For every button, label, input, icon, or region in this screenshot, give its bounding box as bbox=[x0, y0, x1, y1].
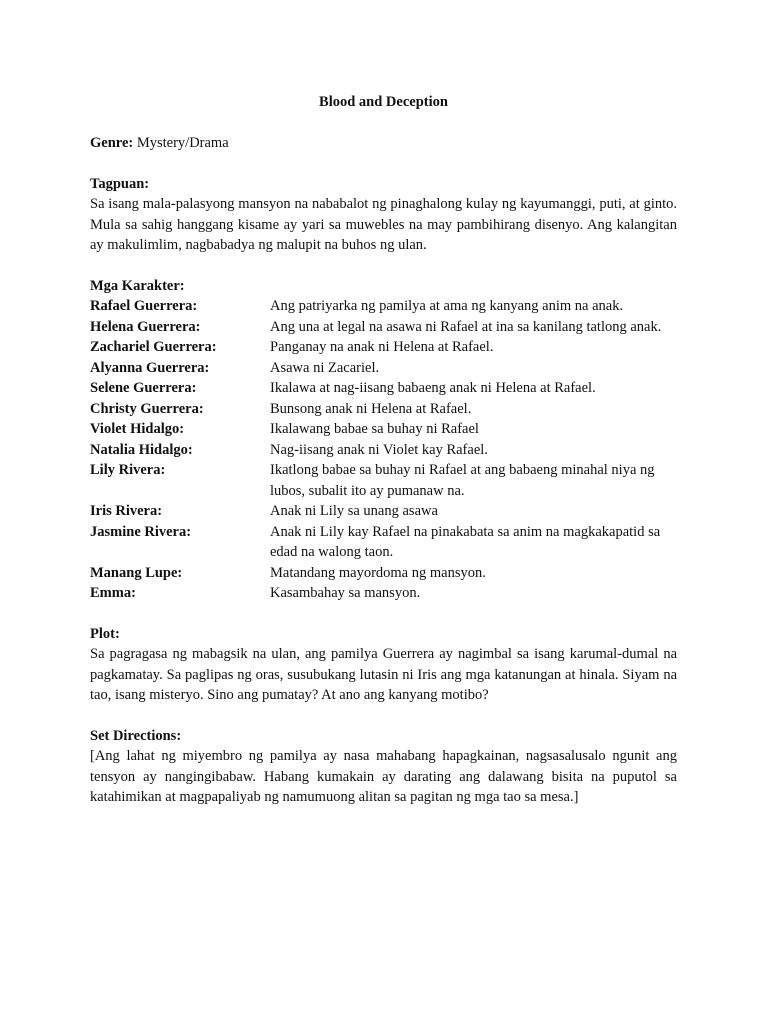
character-name: Violet Hidalgo: bbox=[90, 421, 185, 437]
character-description: Ikatlong babae sa buhay ni Rafael at ang babaeng minahal niya ng lubos, subalit ito ay pumanaw na. bbox=[270, 462, 655, 499]
character-list bbox=[90, 296, 677, 604]
character-description: Kasambahay sa mansyon. bbox=[270, 585, 421, 601]
character-description: Ikalawang babae sa buhay ni Rafael bbox=[270, 421, 479, 437]
character-description: Anak ni Lily sa unang asawa bbox=[270, 503, 438, 519]
character-name: Selene Guerrera: bbox=[90, 380, 197, 396]
character-name: Jasmine Rivera: bbox=[90, 523, 192, 540]
character-name: Zachariel Guerrera: bbox=[90, 339, 217, 355]
character-name: Emma: bbox=[90, 585, 136, 601]
character-description: Ang patriyarka ng pamilya at ama ng kanyang anim na anak. bbox=[270, 298, 624, 314]
character-description: Bunsong anak ni Helena at Rafael. bbox=[270, 400, 472, 417]
plot-text: Sa pagragasa ng mabagsik na ulan, ang pamilya Guerrera ay nagimbal sa isang karumal-dumal na pagkamatay. Sa paglipas ng oras, susubukang lutasin ni Iris ang mga katanungan at hinala. Siyam na tao, isang misteryo. Sino ang pumatay? At ano ang kanyang motibo? bbox=[90, 646, 677, 703]
character-description: Panganay na anak ni Helena at Rafael. bbox=[270, 339, 494, 355]
character-name: Helena Guerrera: bbox=[90, 318, 201, 335]
genre-value: Mystery/Drama bbox=[136, 135, 229, 151]
document-title: Blood and Deception bbox=[319, 94, 448, 110]
character-description: Ang una at legal na asawa ni Rafael at ina sa kanilang tatlong anak. bbox=[270, 318, 662, 335]
setting-text: Sa isang mala-palasyong mansyon na nababalot ng pinaghalong kulay ng kayumanggi, puti, at ginto. Mula sa sahig hanggang kisame ay yari sa muwebles na may pambihirang disenyo. Ang kalangitan ay makulimlim, nagbabadya ng malupit na buhos ng ulan. bbox=[90, 196, 677, 253]
character-name: Christy Guerrera: bbox=[90, 400, 204, 417]
document-page bbox=[90, 92, 677, 808]
character-name: Natalia Hidalgo: bbox=[90, 441, 193, 458]
character-name: Alyanna Guerrera: bbox=[90, 359, 210, 376]
genre-line bbox=[90, 133, 677, 154]
character-description: Asawa ni Zacariel. bbox=[270, 359, 380, 376]
character-description: Matandang mayordoma ng mansyon. bbox=[270, 564, 486, 581]
characters-heading: Mga Karakter: bbox=[90, 277, 185, 294]
character-name: Iris Rivera: bbox=[90, 503, 163, 519]
character-description: Ikalawa at nag-iisang babaeng anak ni Helena at Rafael. bbox=[270, 380, 596, 396]
character-description: Anak ni Lily kay Rafael na pinakabata sa anim na magkakapatid sa edad na walong taon. bbox=[270, 523, 661, 560]
setting-heading: Tagpuan: bbox=[90, 175, 150, 192]
set-directions-text: [Ang lahat ng miyembro ng pamilya ay nasa mahabang hapagkainan, nagsasalusalo ngunit ang tensyon ay nangingibabaw. Habang kumakain ay darating ang dalawang bisita na puputol sa katahimikan at magpapaliyab ng namumuong alitan sa pagitan ng mga tao sa mesa.] bbox=[90, 748, 677, 805]
character-description: Nag-iisang anak ni Violet kay Rafael. bbox=[270, 441, 488, 458]
character-name: Manang Lupe: bbox=[90, 564, 183, 581]
set-directions-heading: Set Directions: bbox=[90, 727, 182, 744]
genre-label: Genre: bbox=[90, 135, 134, 151]
plot-heading: Plot: bbox=[90, 625, 120, 642]
character-name: Lily Rivera: bbox=[90, 462, 166, 478]
character-name: Rafael Guerrera: bbox=[90, 298, 198, 314]
